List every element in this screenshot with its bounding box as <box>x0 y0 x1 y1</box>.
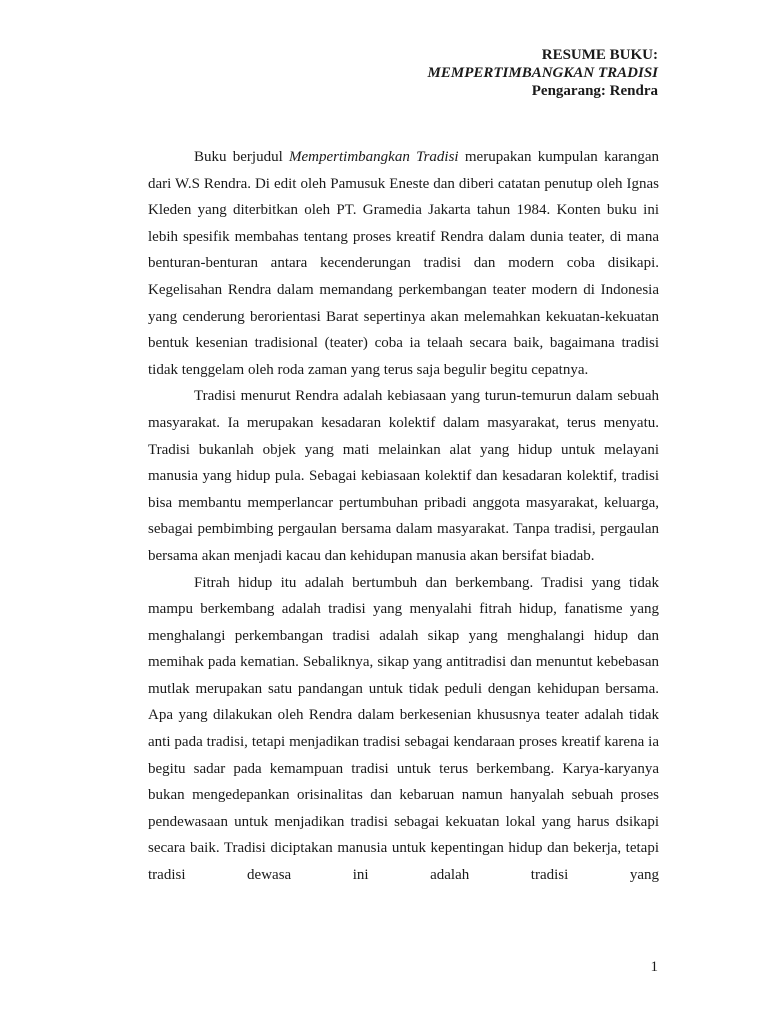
header-title: RESUME BUKU: <box>541 47 658 63</box>
page-number: 1 <box>650 959 658 975</box>
paragraph-1 <box>148 144 659 383</box>
paragraph-1-text-start: Buku berjudul <box>194 149 290 165</box>
paragraph-3: Fitrah hidup itu adalah bertumbuh dan berkembang. Tradisi yang tidak mampu berkembang adalah tradisi yang menyalahi fitrah hidup, fanatisme yang menghalangi perkembangan tradisi adalah sikap yang menghalangi hidup dan memihak pada kematian. Sebaliknya, sikap yang antitradisi dan menuntut kebebasan mutlak merupakan satu pandangan untuk tidak peduli dengan kehidupan bersama. Apa yang dilakukan oleh Rendra dalam berkesenian khususnya teater adalah tidak anti pada tradisi, tetapi menjadikan tradisi sebagai kendaraan proses kreatif karena ia begitu sadar pada kemampuan tradisi untuk terus berkembang. Karya-karyanya bukan mengedepankan orisinalitas dan kebaruan namun hanyalah sebuah proses pendewasaan untuk menjadikan tradisi sebagai kekuatan lokal yang harus dsikapi secara baik. Tradisi diciptakan manusia untuk kepentingan hidup dan bekerja, tetapi tradisi dewasa ini adalah tradisi yang <box>148 574 659 884</box>
document-body <box>148 144 659 889</box>
paragraph-2: Tradisi menurut Rendra adalah kebiasaan yang turun-temurun dalam sebuah masyarakat. Ia merupakan kesadaran kolektif dalam masyarakat, terus menyatu. Tradisi bukanlah objek yang mati melainkan alat yang hidup untuk melayani manusia yang hidup pula. Sebagai kebiasaan kolektif dan kesadaran kolektif, tradisi bisa membantu memperlancar pertumbuhan pribadi anggota masyarakat, keluarga, sebagai pembimbing pergaulan bersama dalam masyarakat. Tanpa tradisi, pergaulan bersama akan menjadi kacau dan kehidupan manusia akan bersifat biadab. <box>148 388 659 564</box>
document-header <box>428 46 658 100</box>
header-book-title: MEMPERTIMBANGKAN TRADISI <box>427 65 658 81</box>
paragraph-1-text-rest: merupakan kumpulan karangan dari W.S Rendra. Di edit oleh Pamusuk Eneste dan diberi catatan penutup oleh Ignas Kleden yang diterbitkan oleh PT. Gramedia Jakarta tahun 1984. Konten buku ini lebih spesifik membahas tentang proses kreatif Rendra dalam dunia teater, di mana benturan-benturan antara kecenderungan tradisi dan modern coba disikapi. Kegelisahan Rendra dalam memandang perkembangan teater modern di Indonesia yang cenderung berorientasi Barat sepertinya akan melemahkan kekuatan-kekuatan bentuk kesenian tradisional (teater) coba ia telaah secara baik, bagaimana tradisi tidak tenggelam oleh roda zaman yang terus saja begulir begitu cepatnya. <box>148 149 659 378</box>
header-author: Pengarang: Rendra <box>531 83 658 99</box>
book-title-emphasis: Mempertimbangkan Tradisi <box>289 149 459 165</box>
